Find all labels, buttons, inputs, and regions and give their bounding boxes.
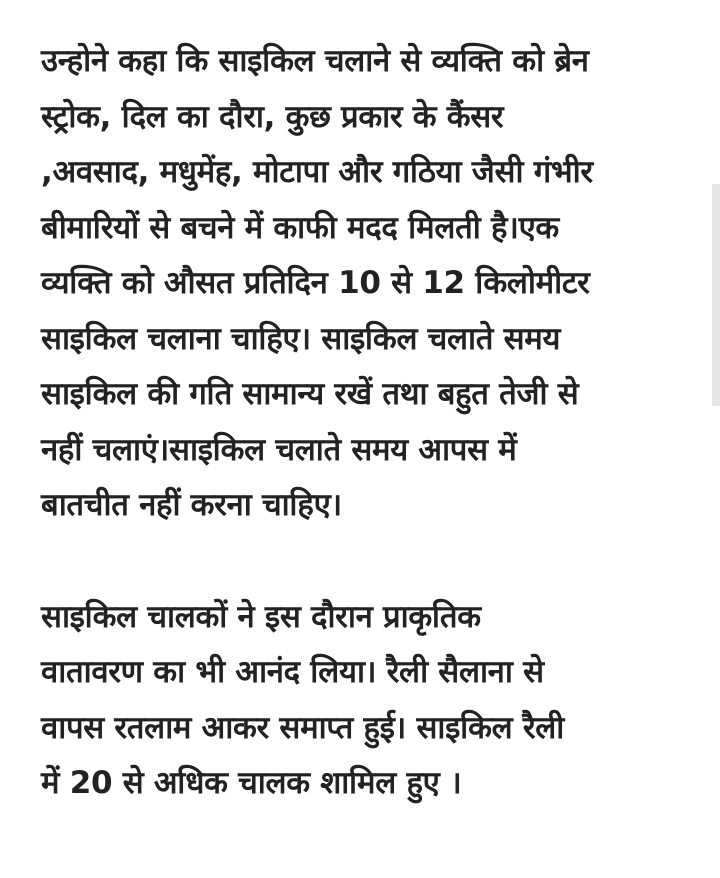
paragraph-line: वापस रतलाम आकर समाप्त हुई। साइकिल रैली — [41, 709, 564, 746]
scrollbar-thumb[interactable] — [712, 184, 720, 406]
paragraph-rally-summary — [41, 590, 691, 812]
paragraph-line: बीमारियों से बचने में काफी मदद मिलती है।एक — [41, 209, 559, 246]
paragraph-line: साइकिल की गति सामान्य रखें तथा बहुत तेजी से — [41, 376, 579, 412]
paragraph-line: ,अवसाद, मधुमेंह, मोटापा और गठिया जैसी गंभीर — [41, 154, 593, 190]
paragraph-health-benefits — [41, 34, 691, 534]
paragraph-line: उन्होने कहा कि साइकिल चलाने से व्यक्ति को ब्रेन — [41, 43, 589, 79]
paragraph-line: व्यक्ति को औसत प्रतिदिन 10 से 12 किलोमीटर — [41, 265, 590, 301]
paragraph-line: साइकिल चलाना चाहिए। साइकिल चलाते समय — [41, 320, 561, 357]
paragraph-line: में 20 से अधिक चालक शामिल हुए । — [41, 765, 462, 801]
paragraph-line: नहीं चलाएं।साइकिल चलाते समय आपस में — [41, 431, 517, 468]
paragraph-line: वातावरण का भी आनंद लिया। रैली सैलाना से — [41, 654, 544, 690]
paragraph-line: स्ट्रोक, दिल का दौरा, कुछ प्रकार के कैंसर — [41, 98, 504, 135]
article-body — [41, 34, 691, 868]
paragraph-line: साइकिल चालकों ने इस दौरान प्राकृतिक — [41, 598, 481, 635]
paragraph-line: बातचीत नहीं करना चाहिए। — [41, 487, 342, 523]
